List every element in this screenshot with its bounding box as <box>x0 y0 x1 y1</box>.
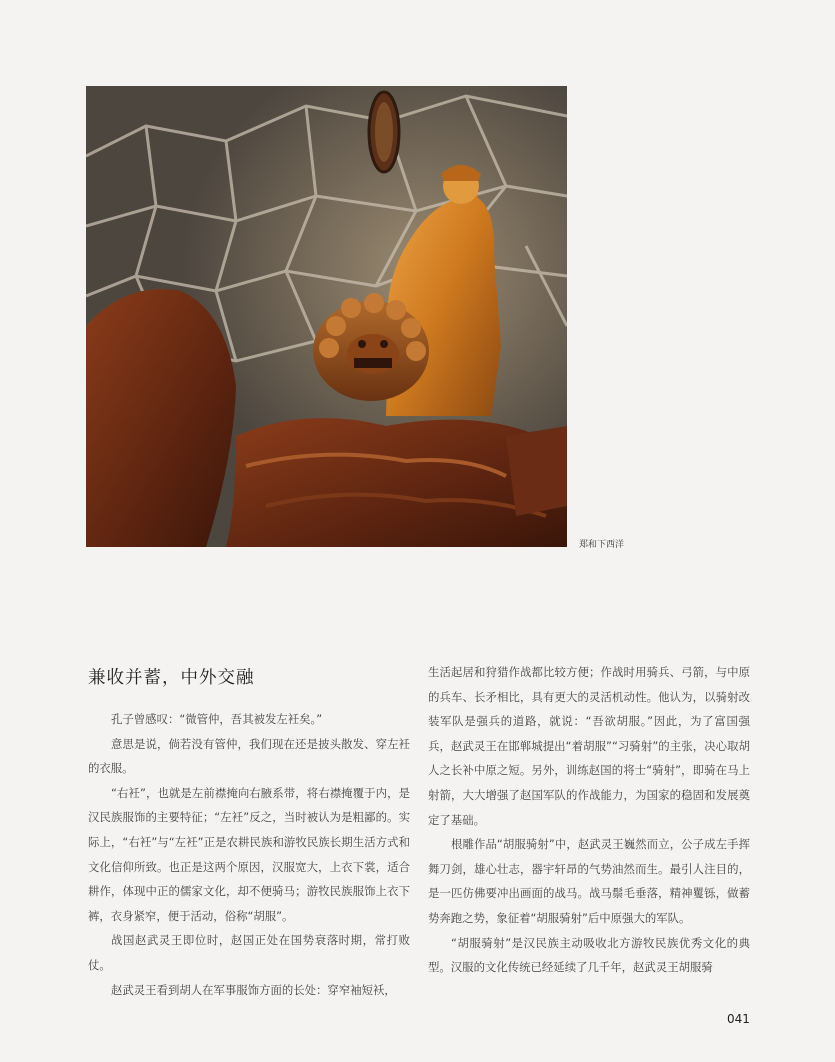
paragraph: 战国赵武灵王即位时，赵国正处在国势衰落时期，常打败仗。 <box>88 933 410 972</box>
sculpture-illustration <box>86 86 567 547</box>
paragraph: 孔子曾感叹：“微管仲，吾其被发左衽矣。” <box>111 712 323 726</box>
paragraph: “胡服骑射”是汉民族主动吸收北方游牧民族优秀文化的典型。汉服的文化传统已经延续了几千年，赵武灵王胡服骑 <box>428 935 750 975</box>
section-title: 兼收并蓄，中外交融 <box>88 668 255 688</box>
paragraph: 生活起居和狩猎作战都比较方便；作战时用骑兵、弓箭，与中原的兵车、长矛相比，具有更大的灵活机动性。他认为，以骑射改装军队是强兵的道路，就说：“吾欲胡服。”因此，为了富国强兵，赵武灵王在邯郸城提出“着胡服”“习骑射”的主张，决心取胡人之长补中原之短。另外，训练赵国的将士“骑射”，即骑在马上射箭，大大增强了赵国军队的作战能力，为国家的稳固和发展奠定了基础。 <box>428 665 750 827</box>
paragraph: “右衽”，也就是左前襟掩向右腋系带，将右襟掩覆于内，是汉民族服饰的主要特征；“左衽”反之，当时被认为是粗鄙的。实际上，“右衽”与“左衽”正是农耕民族和游牧民族长期生活方式和文化信仰所致。也正是这两个原因，汉服宽大，上衣下裳，适合耕作，体现中正的儒家文化，却不便骑马；游牧民族服饰上衣下裤，衣身紧窄，便于活动，俗称“胡服”。 <box>88 785 410 923</box>
paragraph: 赵武灵王看到胡人在军事服饰方面的长处：穿窄袖短袄， <box>111 982 396 997</box>
paragraph: 意思是说，倘若没有管仲，我们现在还是披头散发、穿左衽的衣服。 <box>88 736 410 776</box>
left-column <box>88 707 410 1002</box>
sculpture-photo <box>86 86 567 547</box>
page-number: 041 <box>727 1012 750 1026</box>
paragraph: 根雕作品“胡服骑射”中，赵武灵王巍然而立，公子成左手挥舞刀剑，雄心壮志，器宇轩昂的气势油然而生。最引人注目的，是一匹仿佛要冲出画面的战马。战马鬃毛垂落，精神矍铄，做蓄势奔跑之势，象征着“胡服骑射”后中原强大的军队。 <box>428 837 750 925</box>
right-column <box>428 660 750 980</box>
photo-caption: 郑和下西洋 <box>579 540 625 550</box>
